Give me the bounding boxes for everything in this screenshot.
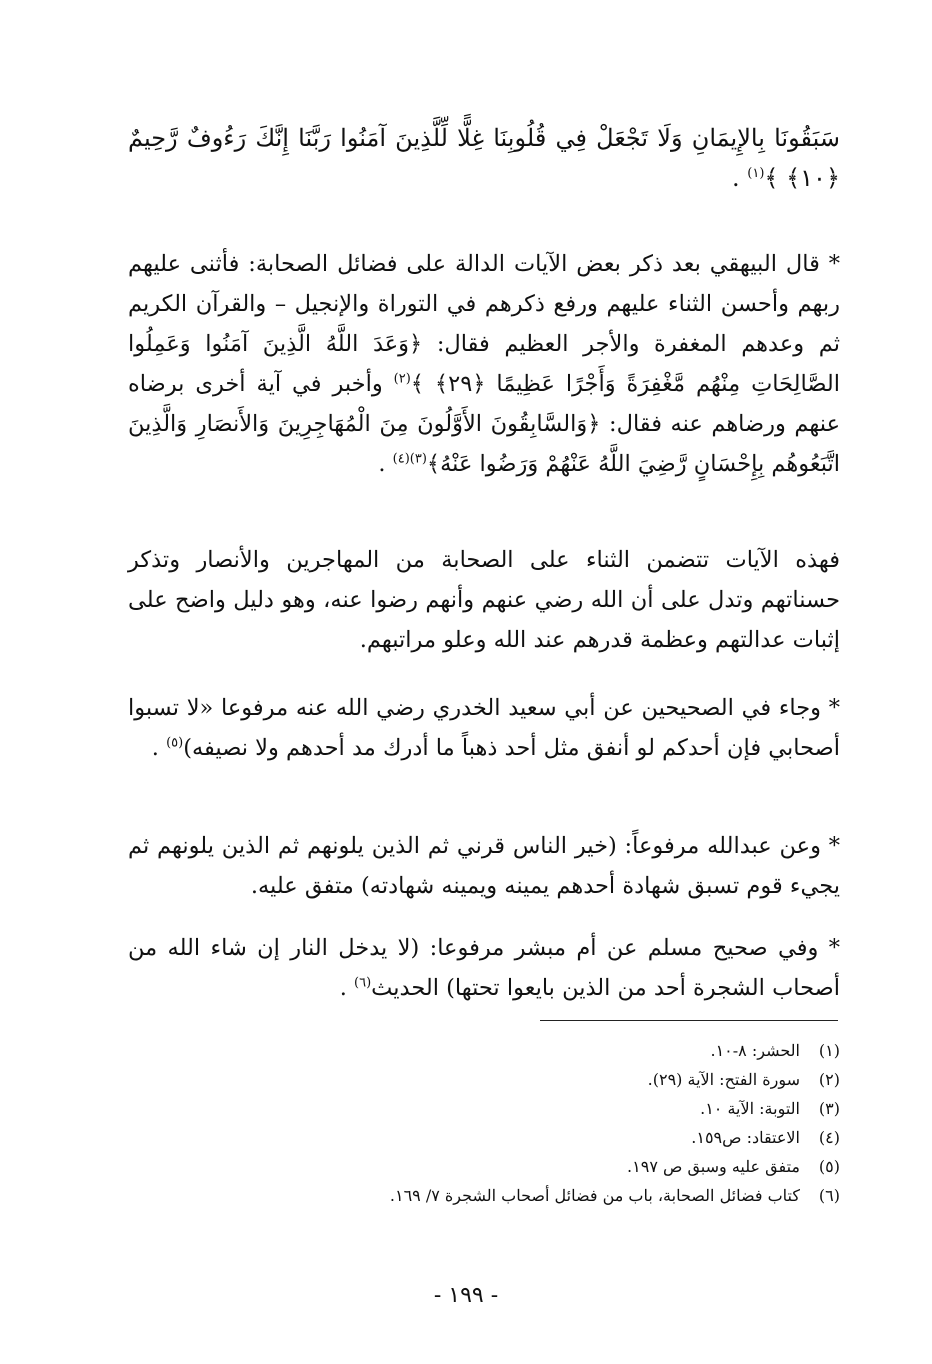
paragraph-verses-summary xyxy=(128,540,840,660)
paragraph-text-continued: وأخبر في آية أخرى برضاه عنهم ورضاهم عنه فقال: ﴿وَالسَّابِقُونَ الأَوَّلُونَ مِنَ الْمُهَاجِرِينَ وَالأَنصَارِ وَالَّذِينَ اتَّبَعُوهُم بِإِحْسَانٍ رَّضِيَ اللَّهُ عَنْهُمْ وَرَضُوا عَنْهُ﴾ xyxy=(128,371,840,477)
paragraph-end: . xyxy=(378,451,393,477)
page-number: - ١٩٩ - xyxy=(433,1283,499,1308)
footnote-item xyxy=(260,1123,840,1152)
paragraph-abu-saeed-hadith xyxy=(128,688,840,768)
footnotes xyxy=(260,1036,840,1210)
paragraph-text: * قال البيهقي بعد ذكر بعض الآيات الدالة على فضائل الصحابة: فأثنى عليهم ربهم وأحسن الثناء عليهم ورفع ذكرهم في التوراة والإنجيل – والقرآن الكريم ثم وعدهم المغفرة والأجر العظيم فقال: ﴿وَعَدَ اللَّهُ الَّذِينَ آمَنُوا وَعَمِلُوا الصَّالِحَاتِ مِنْهُم مَّغْفِرَةً وَأَجْرًا عَظِيمًا ﴿٢٩﴾ ﴾ xyxy=(128,251,840,397)
footnote-number: (٢) xyxy=(818,1070,840,1089)
footnote-number: (٥) xyxy=(818,1157,840,1176)
paragraph-end: . xyxy=(339,975,355,1001)
paragraph-end: . xyxy=(731,164,748,192)
footnote-ref: (٦) xyxy=(354,975,372,991)
footnote-text: الاعتقاد: ص١٥٩. xyxy=(691,1128,800,1147)
footnote-number: (٦) xyxy=(818,1186,840,1205)
paragraph-text: فهذه الآيات تتضمن الثناء على الصحابة من المهاجرين والأنصار وتذكر حسناتهم وتدل على أن الله رضي عنهم وأنهم رضوا عنه، وهو دليل واضح على إثبات عدالتهم وعظمة قدرهم عند الله وعلو مراتبهم. xyxy=(128,547,840,653)
footnote-text: التوبة: الآية ١٠. xyxy=(700,1099,800,1118)
footnote-item xyxy=(260,1094,840,1123)
footnote-text: متفق عليه وسبق ص ١٩٧. xyxy=(627,1157,800,1176)
footnote-ref: (١) xyxy=(747,166,765,181)
paragraph-abdullah-hadith xyxy=(128,826,840,906)
footnote-number: (١) xyxy=(818,1041,840,1060)
footnote-item xyxy=(260,1065,840,1094)
footnote-item xyxy=(260,1036,840,1065)
footnote-item xyxy=(260,1152,840,1181)
footnote-text: كتاب فضائل الصحابة، باب من فضائل أصحاب الشجرة ٧/ ١٦٩. xyxy=(389,1186,800,1205)
footnote-divider xyxy=(540,1020,838,1021)
footnote-number: (٣) xyxy=(818,1099,840,1118)
paragraph-quran-verse-end xyxy=(128,118,840,198)
paragraph-text: * وجاء في الصحيحين عن أبي سعيد الخدري رضي الله عنه مرفوعا «لا تسبوا أصحابي فإن أحدكم لو أنفق مثل أحد ذهباً ما أدرك مد أحدهم ولا نصيفه) xyxy=(128,695,840,761)
footnote-text: سورة الفتح: الآية (٢٩). xyxy=(647,1070,800,1089)
footnote-number: (٤) xyxy=(818,1128,840,1147)
paragraph-end: . xyxy=(151,735,167,761)
footnote-ref: (٥) xyxy=(166,735,184,751)
footnote-ref: (٢) xyxy=(393,371,411,387)
footnote-text: الحشر: ٨-١٠. xyxy=(710,1041,800,1060)
paragraph-text: سَبَقُونَا بِالإِيمَانِ وَلَا تَجْعَلْ فِي قُلُوبِنَا غِلًّا لِّلَّذِينَ آمَنُوا رَبَّنَا إِنَّكَ رَءُوفٌ رَّحِيمٌ ﴿١٠﴾ ﴾ xyxy=(128,124,840,192)
paragraph-text: * وفي صحيح مسلم عن أم مبشر مرفوعا: (لا يدخل النار إن شاء الله من أصحاب الشجرة أحد من الذين بايعوا تحتها) الحديث xyxy=(128,935,840,1001)
paragraph-bayhaqi xyxy=(128,244,840,484)
footnote-ref: (٣)(٤) xyxy=(392,451,427,467)
paragraph-text: * وعن عبدالله مرفوعاً: (خير الناس قرني ثم الذين يلونهم ثم الذين يلونهم ثم يجيء قوم تسبق شهادة أحدهم يمينه ويمينه شهادته) متفق عليه. xyxy=(128,833,840,899)
footnote-item xyxy=(260,1181,840,1210)
paragraph-umm-mubashshir-hadith xyxy=(128,928,840,1008)
